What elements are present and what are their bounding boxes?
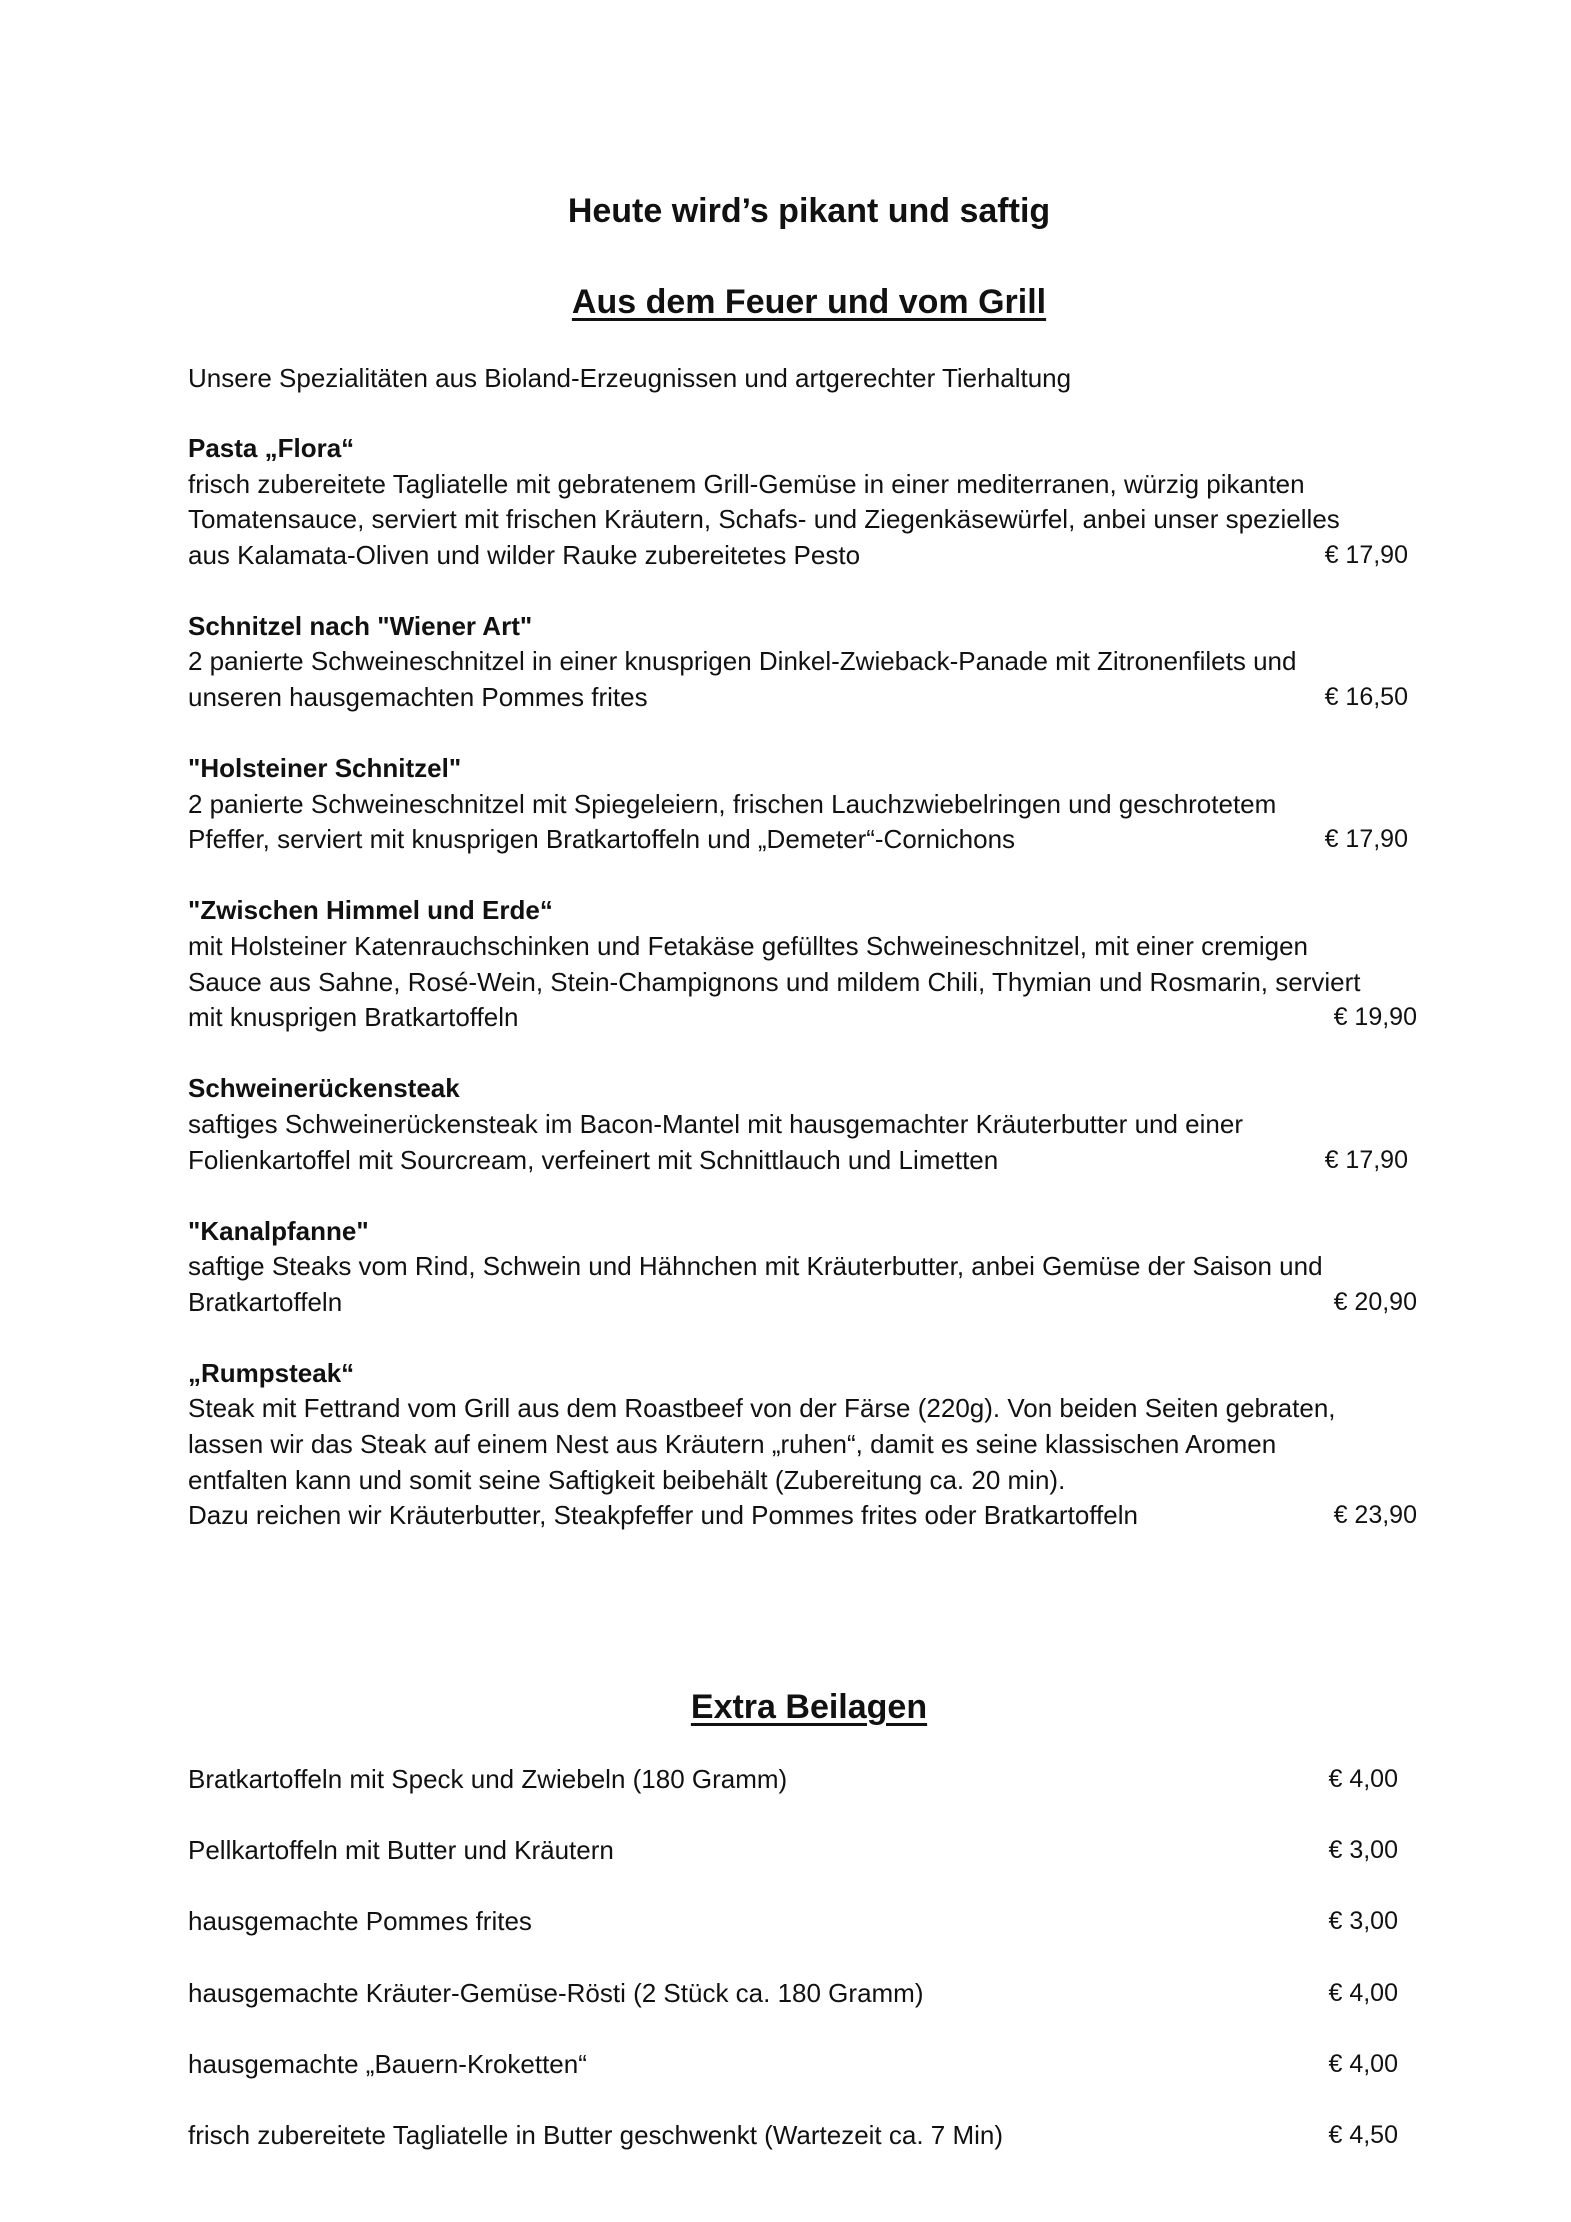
side-price: € 4,00: [1328, 2049, 1398, 2078]
side-price: € 4,00: [1328, 1765, 1398, 1793]
dish-item: [188, 609, 1408, 716]
dish-price: € 23,90: [1333, 1501, 1417, 1530]
dish-item: [188, 1071, 1408, 1178]
dish-price: € 16,50: [1324, 683, 1408, 712]
dish-description: mit Holsteiner Katenrauchschinken und Fetakäse gefülltes Schweineschnitzel, mit einer cremigen Sauce aus Sahne, Rosé-Wein, Stein-Champignons und mildem Chili, Thymian und Rosmarin, serviert mit knusprigen Bratkartoffeln: [188, 931, 1361, 1033]
side-item: [188, 1975, 1398, 2046]
side-label: Pellkartoffeln mit Butter und Kräutern: [188, 1835, 614, 1866]
side-label: Bratkartoffeln mit Speck und Zwiebeln (180 Gramm): [188, 1764, 788, 1794]
side-label: hausgemachte „Bauern-Kroketten“: [188, 2048, 587, 2079]
side-label: frisch zubereitete Tagliatelle in Butter geschwenkt (Wartezeit ca. 7 Min): [188, 2119, 1004, 2150]
dish-item: [188, 1214, 1417, 1321]
side-price: € 3,00: [1328, 1907, 1398, 1936]
dish-description: 2 panierte Schweineschnitzel mit Spiegeleiern, frischen Lauchzwiebelringen und geschrotetem Pfeffer, serviert mit knusprigen Bratkartoffeln und „Demeter“-Cornichons: [188, 788, 1277, 855]
dish-item: [188, 1356, 1417, 1534]
dish-price: € 17,90: [1324, 1145, 1408, 1174]
side-label: hausgemachte Kräuter-Gemüse-Rösti (2 Stück ca. 180 Gramm): [188, 1977, 924, 2008]
dish-list: [188, 431, 1417, 1569]
dish-name: "Kanalpfanne": [188, 1215, 369, 1246]
side-item: [188, 2117, 1398, 2188]
intro-text: Unsere Spezialitäten aus Bioland-Erzeugnissen und artgerechter Tierhaltung: [188, 363, 1072, 393]
page-title: Heute wird’s pikant und saftig: [567, 192, 1051, 230]
dish-name: "Zwischen Himmel und Erde“: [188, 895, 553, 926]
dish-price: € 19,90: [1333, 1003, 1417, 1032]
side-item: [188, 1832, 1398, 1903]
side-price: € 4,00: [1328, 1978, 1398, 2007]
dish-name: Schweinerückensteak: [188, 1073, 460, 1104]
dish-description: 2 panierte Schweineschnitzel in einer knusprigen Dinkel-Zwieback-Panade mit Zitronenfilets und unseren hausgemachten Pommes frites: [188, 646, 1297, 713]
dish-description: saftige Steaks vom Rind, Schwein und Hähnchen mit Kräuterbutter, anbei Gemüse der Saison und Bratkartoffeln: [188, 1251, 1323, 1317]
dish-name: Pasta „Flora“: [188, 433, 355, 463]
dish-description: saftiges Schweinerückensteak im Bacon-Mantel mit hausgemachter Kräuterbutter und einer Folienkartoffel mit Sourcream, verfeinert mit Schnittlauch und Limetten: [188, 1108, 1243, 1175]
side-price: € 4,50: [1328, 2120, 1398, 2149]
side-item: [188, 1903, 1398, 1974]
dish-name: "Holsteiner Schnitzel": [188, 753, 462, 784]
dish-price: € 17,90: [1324, 540, 1408, 569]
dish-name: „Rumpsteak“: [188, 1357, 355, 1388]
dish-description: Steak mit Fettrand vom Grill aus dem Roastbeef von der Färse (220g). Von beiden Seiten gebraten, lassen wir das Steak auf einem Nest aus Kräutern „ruhen“, damit es seine klassischen Aromen entfalten kann und somit seine Saftigkeit beibehält (Zubereitung ca. 20 min). Dazu reichen wir Kräuterbutter, Steakpfeffer und Pommes frites oder Bratkartoffeln: [188, 1393, 1336, 1531]
side-label: hausgemachte Pommes frites: [188, 1906, 532, 1937]
dish-price: € 20,90: [1333, 1287, 1417, 1316]
dish-description: frisch zubereitete Tagliatelle mit gebratenem Grill-Gemüse in einer mediterranen, würzig pikanten Tomatensauce, serviert mit frischen Kräutern, Schafs- und Ziegenkäsewürfel, anbei unser spezielles aus Kalamata-Oliven und wilder Rauke zubereitetes Pesto: [188, 468, 1340, 570]
dish-item: [188, 431, 1408, 573]
dish-price: € 17,90: [1324, 825, 1408, 854]
side-item: [188, 2046, 1398, 2117]
section-heading-grill: Aus dem Feuer und vom Grill: [571, 283, 1047, 321]
section-heading-sides: Extra Beilagen: [690, 1688, 928, 1726]
dish-item: [188, 893, 1417, 1035]
dish-name: Schnitzel nach "Wiener Art": [188, 610, 533, 641]
dish-item: [188, 751, 1408, 858]
side-price: € 3,00: [1328, 1836, 1398, 1865]
sides-list: [188, 1761, 1398, 2188]
side-item: [188, 1761, 1398, 1832]
